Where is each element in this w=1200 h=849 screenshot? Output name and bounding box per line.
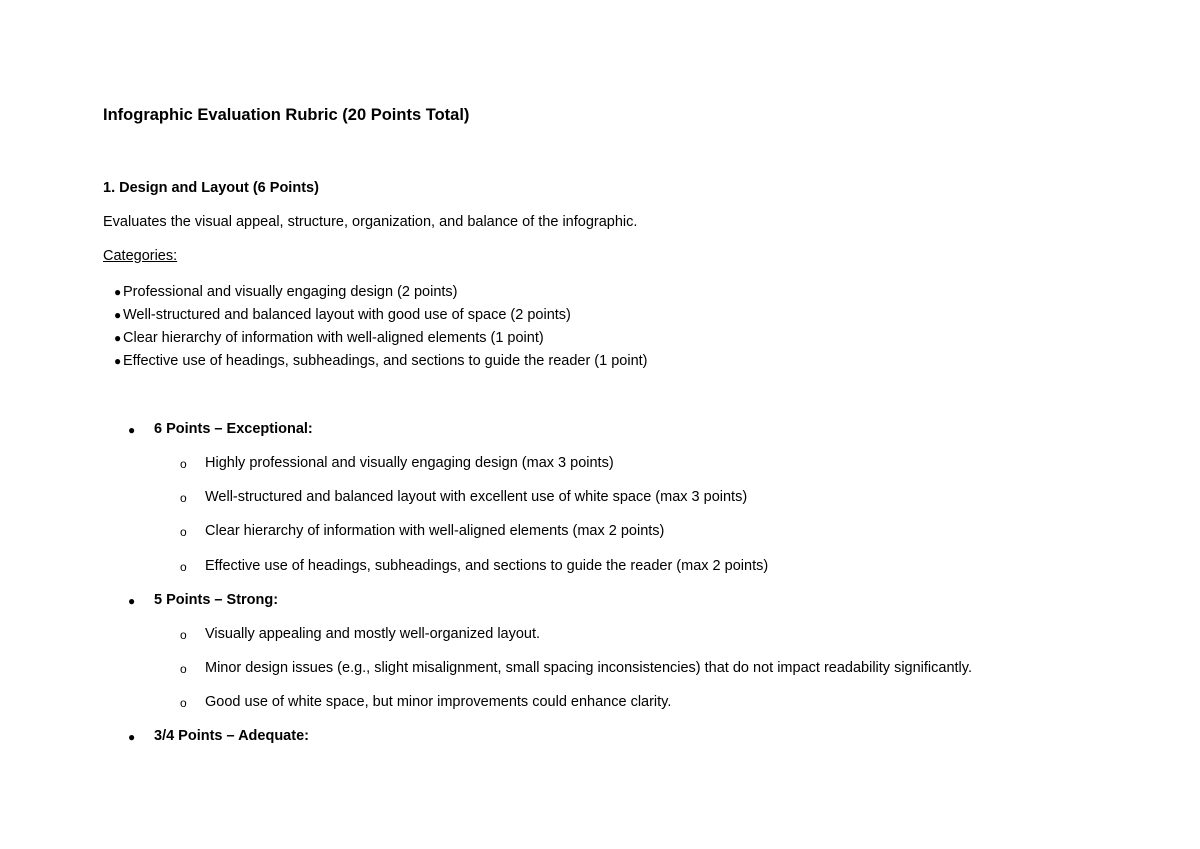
- level-criterion: Clear hierarchy of information with well-aligned elements (max 2 points): [205, 523, 665, 539]
- level-criterion: Good use of white space, but minor improvements could enhance clarity.: [205, 694, 672, 710]
- category-item: [114, 353, 648, 376]
- category-item: [114, 330, 648, 353]
- circle-bullet-icon: o: [180, 628, 187, 642]
- bullet-icon: ●: [128, 730, 136, 744]
- level-criterion: Visually appealing and mostly well-organized layout.: [205, 626, 541, 642]
- circle-bullet-icon: o: [180, 696, 187, 710]
- category-item: [114, 284, 648, 307]
- level-heading-adequate: 3/4 Points – Adequate:: [154, 728, 309, 744]
- level-criterion: Effective use of headings, subheadings, and sections to guide the reader (max 2 points): [205, 558, 769, 574]
- circle-bullet-icon: o: [180, 525, 187, 539]
- bullet-icon: ●: [114, 308, 122, 322]
- circle-bullet-icon: o: [180, 457, 187, 471]
- circle-bullet-icon: o: [180, 662, 187, 676]
- bullet-icon: ●: [128, 423, 136, 437]
- bullet-icon: ●: [114, 331, 122, 345]
- level-criterion: Minor design issues (e.g., slight misalignment, small spacing inconsistencies) that do not impact readability significantly.: [205, 660, 972, 676]
- section-description: Evaluates the visual appeal, structure, organization, and balance of the infographic.: [103, 214, 638, 230]
- categories-label: Categories:: [103, 248, 178, 264]
- bullet-icon: ●: [114, 354, 122, 368]
- circle-bullet-icon: o: [180, 560, 187, 574]
- category-text: Clear hierarchy of information with well-aligned elements (1 point): [123, 330, 544, 346]
- level-heading-strong: 5 Points – Strong:: [154, 592, 279, 608]
- category-text: Effective use of headings, subheadings, and sections to guide the reader (1 point): [123, 353, 648, 369]
- section-heading: 1. Design and Layout (6 Points): [103, 180, 319, 196]
- circle-bullet-icon: o: [180, 491, 187, 505]
- category-item: [114, 307, 648, 330]
- categories-list: [114, 284, 648, 376]
- level-criterion: Highly professional and visually engaging design (max 3 points): [205, 455, 614, 471]
- level-heading-exceptional: 6 Points – Exceptional:: [154, 421, 313, 437]
- level-criterion: Well-structured and balanced layout with excellent use of white space (max 3 points): [205, 489, 748, 505]
- category-text: Professional and visually engaging design (2 points): [123, 284, 458, 300]
- category-text: Well-structured and balanced layout with good use of space (2 points): [123, 307, 571, 323]
- document-title: Infographic Evaluation Rubric (20 Points Total): [103, 106, 470, 124]
- bullet-icon: ●: [128, 594, 136, 608]
- bullet-icon: ●: [114, 285, 122, 299]
